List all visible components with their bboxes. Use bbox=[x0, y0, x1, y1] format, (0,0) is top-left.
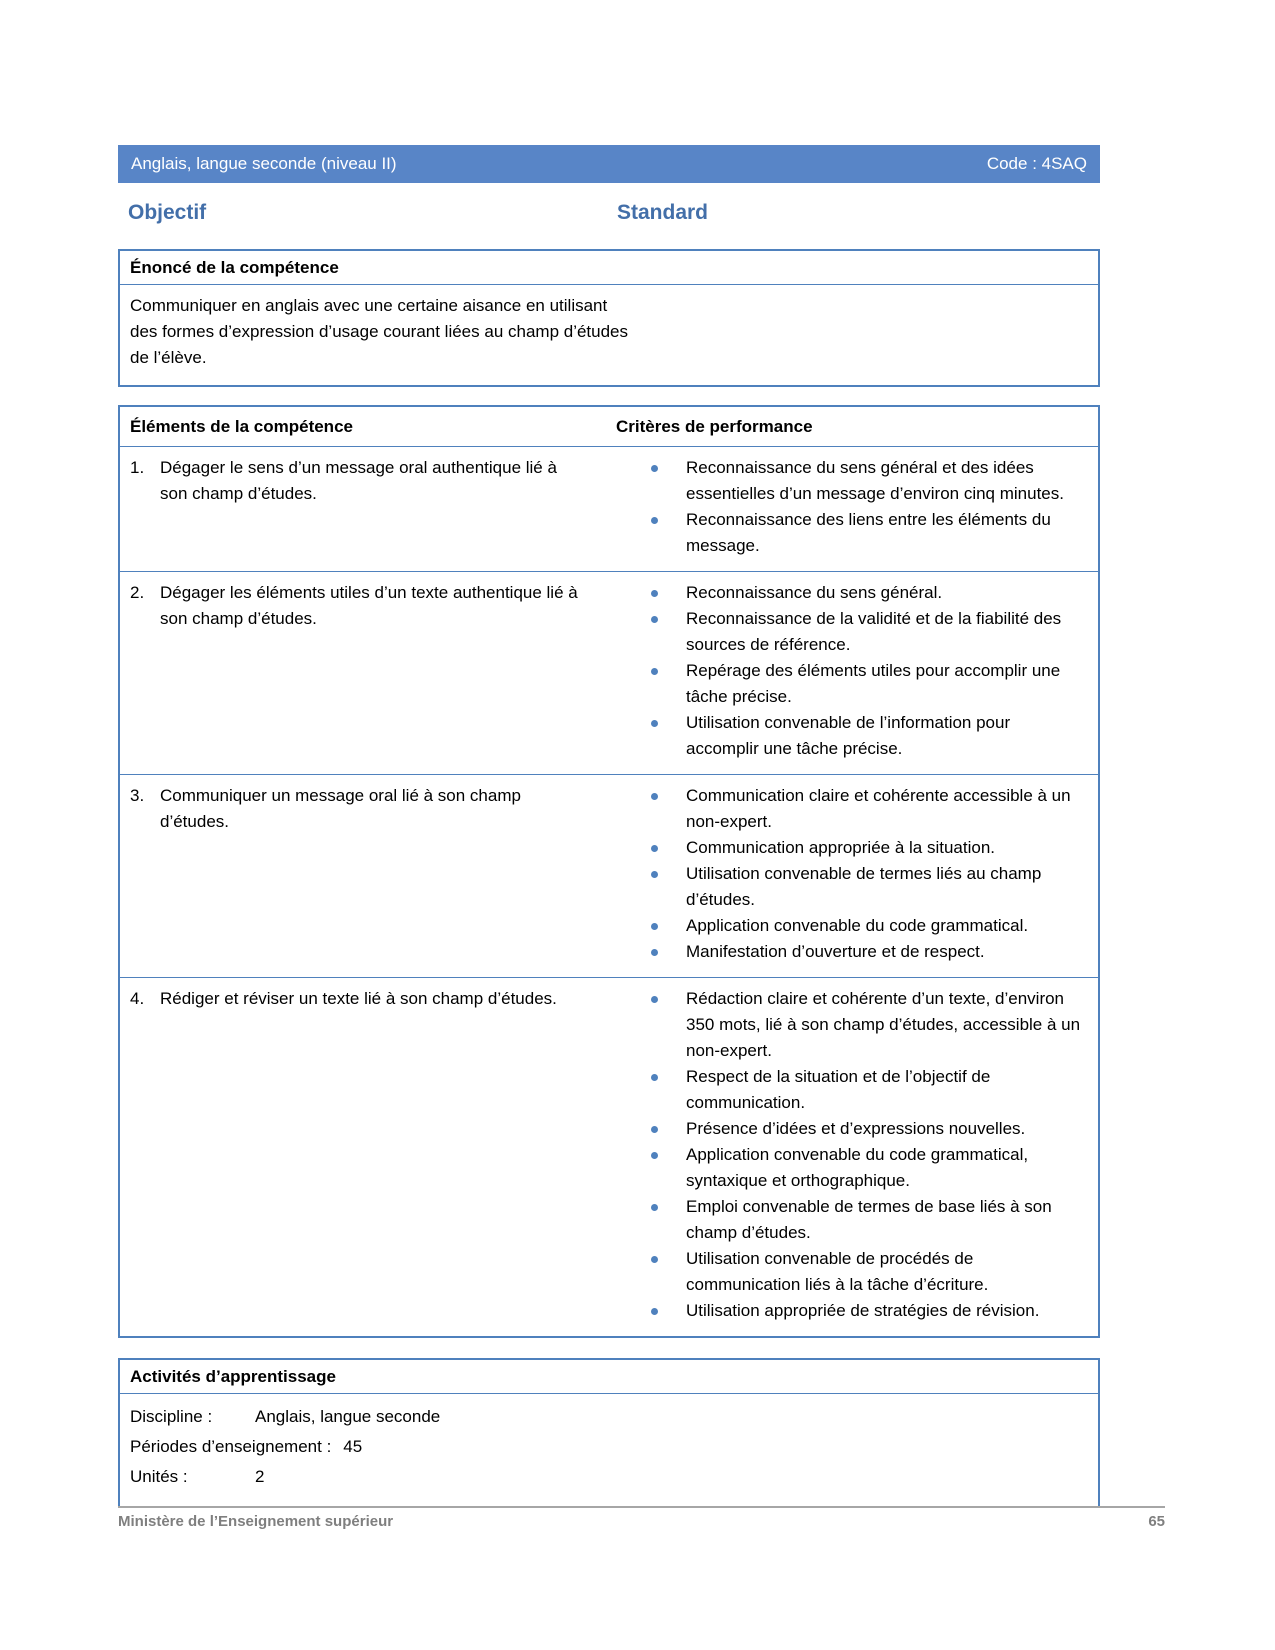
activites-body bbox=[120, 1394, 1098, 1506]
footer-ministry: Ministère de l’Enseignement supérieur bbox=[118, 1513, 394, 1530]
criterion: Reconnaissance de la validité et de la fiabilité des sources de référence. bbox=[616, 606, 1086, 658]
element-text: Dégager le sens d’un message oral authentique lié à son champ d’études. bbox=[160, 458, 557, 503]
criterion: Utilisation appropriée de stratégies de révision. bbox=[616, 1298, 1086, 1324]
col-header-elements: Éléments de la compétence bbox=[130, 417, 353, 436]
section-header-bar bbox=[118, 145, 1100, 183]
criterion: Application convenable du code grammatical, syntaxique et orthographique. bbox=[616, 1142, 1086, 1194]
row-number: 1. bbox=[130, 458, 145, 477]
criterion: Utilisation convenable de l’information pour accomplir une tâche précise. bbox=[616, 710, 1086, 762]
criterion: Reconnaissance du sens général et des idées essentielles d’un message d’environ cinq minutes. bbox=[616, 455, 1086, 507]
unites-value: 2 bbox=[255, 1467, 265, 1486]
element-text: Rédiger et réviser un texte lié à son champ d’études. bbox=[160, 989, 557, 1008]
page-footer bbox=[118, 1506, 1165, 1530]
criterion: Manifestation d’ouverture et de respect. bbox=[616, 939, 1086, 965]
enonce-body: Communiquer en anglais avec une certaine aisance en utilisant des formes d’expression d’usage courant liées au champ d’études de l’élève. bbox=[130, 296, 629, 367]
unites-line bbox=[130, 1462, 1088, 1492]
course-title: Anglais, langue seconde (niveau II) bbox=[131, 154, 397, 173]
discipline-label: Discipline : bbox=[130, 1407, 213, 1426]
criteria-cell bbox=[608, 572, 1098, 774]
criterion: Communication appropriée à la situation. bbox=[616, 835, 1086, 861]
headings-row bbox=[118, 201, 1100, 225]
element-text: Communiquer un message oral lié à son champ d’études. bbox=[160, 786, 521, 831]
activites-title: Activités d’apprentissage bbox=[120, 1360, 1098, 1394]
criterion: Respect de la situation et de l’objectif de communication. bbox=[616, 1064, 1086, 1116]
periodes-line bbox=[130, 1432, 1088, 1462]
page-number: 65 bbox=[1148, 1513, 1165, 1530]
course-code: Code : 4SAQ bbox=[986, 154, 1087, 173]
table-header-row bbox=[120, 407, 1098, 446]
row-number: 2. bbox=[130, 583, 145, 602]
objectif-heading: Objectif bbox=[128, 201, 207, 224]
discipline-line bbox=[130, 1402, 1088, 1432]
element-cell bbox=[120, 572, 608, 774]
criteria-cell bbox=[608, 447, 1098, 571]
competence-table bbox=[118, 405, 1100, 1338]
element-text: Dégager les éléments utiles d’un texte authentique lié à son champ d’études. bbox=[160, 583, 578, 628]
activites-box bbox=[118, 1358, 1100, 1508]
table-row bbox=[120, 774, 1098, 977]
criterion: Rédaction claire et cohérente d’un texte, d’environ 350 mots, lié à son champ d’études, accessible à un non-expert. bbox=[616, 986, 1086, 1064]
row-number: 4. bbox=[130, 989, 145, 1008]
element-cell bbox=[120, 775, 608, 977]
criteria-cell bbox=[608, 775, 1098, 977]
criteria-list bbox=[616, 783, 1086, 965]
criterion: Emploi convenable de termes de base liés à son champ d’études. bbox=[616, 1194, 1086, 1246]
unites-label: Unités : bbox=[130, 1467, 188, 1486]
criteria-list bbox=[616, 455, 1086, 559]
criterion: Présence d’idées et d’expressions nouvelles. bbox=[616, 1116, 1086, 1142]
criterion: Application convenable du code grammatical. bbox=[616, 913, 1086, 939]
col-header-criteres: Critères de performance bbox=[616, 417, 813, 436]
periodes-label: Périodes d’enseignement : bbox=[130, 1437, 332, 1456]
criterion: Utilisation convenable de termes liés au champ d’études. bbox=[616, 861, 1086, 913]
table-row bbox=[120, 446, 1098, 571]
criterion: Reconnaissance du sens général. bbox=[616, 580, 1086, 606]
standard-heading: Standard bbox=[617, 201, 709, 224]
enonce-title: Énoncé de la compétence bbox=[120, 251, 1098, 285]
criterion: Repérage des éléments utiles pour accomplir une tâche précise. bbox=[616, 658, 1086, 710]
criteria-cell bbox=[608, 978, 1098, 1336]
enonce-box bbox=[118, 249, 1100, 387]
periodes-value: 45 bbox=[343, 1437, 363, 1456]
table-row bbox=[120, 571, 1098, 774]
criteria-list bbox=[616, 986, 1086, 1324]
criterion: Utilisation convenable de procédés de communication liés à la tâche d’écriture. bbox=[616, 1246, 1086, 1298]
element-cell bbox=[120, 447, 608, 571]
criterion: Reconnaissance des liens entre les éléments du message. bbox=[616, 507, 1086, 559]
criterion: Communication claire et cohérente accessible à un non-expert. bbox=[616, 783, 1086, 835]
discipline-value: Anglais, langue seconde bbox=[255, 1407, 441, 1426]
criteria-list bbox=[616, 580, 1086, 762]
row-number: 3. bbox=[130, 786, 145, 805]
table-row bbox=[120, 977, 1098, 1336]
element-cell bbox=[120, 978, 608, 1336]
